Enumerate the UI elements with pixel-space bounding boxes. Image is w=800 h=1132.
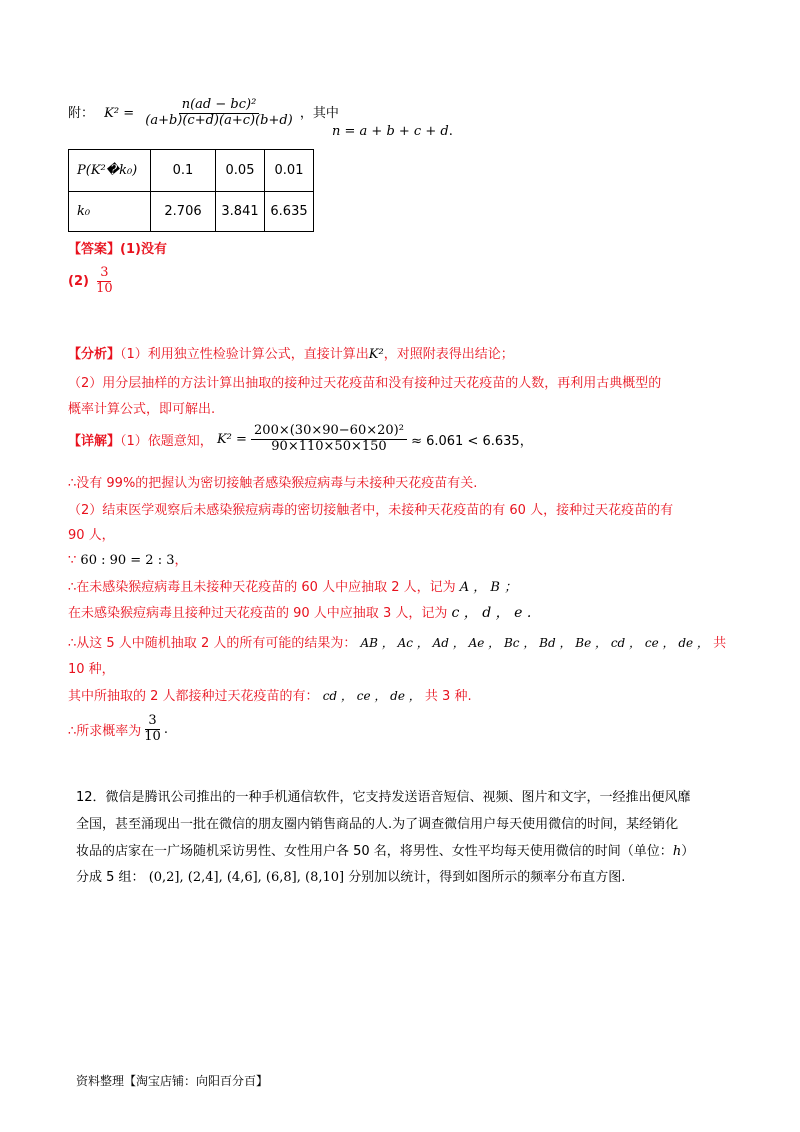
detail-line-1: 【详解】（1）依题意知， K² = $\frac{\text{200×(30×90−60×20)²}}{90\times 110\times 50\times 150}$ ≈ 6.061 < 6.635， <box>68 423 533 454</box>
critical-value-table <box>68 149 314 232</box>
table-cell: 6.635 <box>265 192 314 232</box>
question12-line-1: 12．微信是腾讯公司推出的一种手机通信软件，它支持发送语音短信、视频、图片和文字，一经推出便风靡 <box>76 790 691 805</box>
table-row-label-k0: k₀ <box>69 192 151 232</box>
table-cell: 0.01 <box>265 150 314 192</box>
ratio-line: ∵ 60 : 90 = 2 : 3， <box>68 553 188 568</box>
answer-tag: 【答案】 <box>68 242 121 257</box>
detail-k2-fraction: $\frac{\text{200×(30×90−60×20)²}}{90\times 110\times 50\times 150}$ <box>251 424 407 455</box>
question12-line-3: 妆品的店家在一广场随机采访男性、女性用户各 50 名，将男性、女性平均每天使用微信的时间（单位：h） <box>76 844 695 859</box>
detail-conclusion-1: ∴没有 99%的把握认为密切接触者感染猴痘病毒与未接种天花疫苗有关. <box>68 476 478 491</box>
table-cell: 0.1 <box>151 150 216 192</box>
appendix-middle: ，其中 <box>299 105 339 121</box>
k2-lhs: K² = <box>104 105 135 121</box>
analysis-line-3: 概率计算公式，即可解出. <box>68 402 216 417</box>
outcomes-line: ∴从这 5 人中随机抽取 2 人的所有可能的结果为： AB ， Ac ， Ad ， Ae ， Bc ， Bd ， Be ， cd ， ce ， de ， 共 <box>68 636 727 651</box>
outcomes-count: 10 种， <box>68 662 115 677</box>
answer-fraction: $\frac{3}{10}$ <box>96 265 113 296</box>
k2-numerator: n(ad − bc)² <box>179 98 260 114</box>
n-definition: n = a + b + c + d. <box>332 124 453 139</box>
table-row <box>69 150 314 192</box>
question12-line-2: 全国，甚至涌现出一批在微信的朋友圈内销售商品的人.为了调查微信用户每天使用微信的时间，某经销化 <box>76 817 679 832</box>
table-row <box>69 192 314 232</box>
interval-list: (0,2], (2,4], (4,6], (6,8], (8,10] <box>148 870 345 885</box>
detail-part2-line-1: （2）结束医学观察后未感染猴痘病毒的密切接触者中，未接种天花疫苗的有 60 人，接种过天花疫苗的有 <box>68 503 674 518</box>
table-cell: 3.841 <box>216 192 265 232</box>
question12-line-4: 分成 5 组： (0,2], (2,4], (4,6], (6,8], (8,10] 分别加以统计，得到如图所示的频率分布直方图. <box>76 870 626 885</box>
answer-part2-label: (2) <box>68 273 89 289</box>
analysis-line-2: （2）用分层抽样的方法计算出抽取的接种过天花疫苗和没有接种过天花疫苗的人数，再利用古典概型的 <box>68 376 662 391</box>
sample-line-2: 在未感染猴痘病毒且接种过天花疫苗的 90 人中应抽取 3 人，记为 c ， d ， e . <box>68 605 532 621</box>
probability-fraction: $\frac{3}{10}$ <box>144 713 161 744</box>
analysis-line-1: 【分析】（1）利用独立性检验计算公式，直接计算出K²，对照附表得出结论； <box>68 347 514 362</box>
k2-fraction <box>142 98 296 129</box>
analysis-tag: 【分析】 <box>68 347 121 362</box>
detail-tag: 【详解】 <box>68 433 121 449</box>
probability-line: ∴所求概率为 $\frac{3}{10}$ . <box>68 713 168 744</box>
table-cell: 0.05 <box>216 150 265 192</box>
footer-note: 资料整理【淘宝店铺：向阳百分百】 <box>76 1074 269 1088</box>
sample-line-1: ∴在未感染猴痘病毒且未接种天花疫苗的 60 人中应抽取 2 人，记为 A ， B ； <box>68 580 518 595</box>
table-row-label-p: P(K²�k₀) <box>69 150 151 192</box>
detail-part2-line-2: 90 人， <box>68 528 115 543</box>
both-vaccinated-line: 其中所抽取的 2 人都接种过天花疫苗的有： cd ， ce ， de ， 共 3 种. <box>68 689 472 704</box>
answer-line-1 <box>68 238 167 257</box>
appendix-formula <box>68 98 339 129</box>
answer-line-2 <box>68 266 116 297</box>
k2-denominator: (a+b)(c+d)(a+c)(b+d) <box>145 112 293 128</box>
table-cell: 2.706 <box>151 192 216 232</box>
appendix-prefix: 附： <box>68 105 95 121</box>
answer-part1: (1)没有 <box>120 242 167 257</box>
